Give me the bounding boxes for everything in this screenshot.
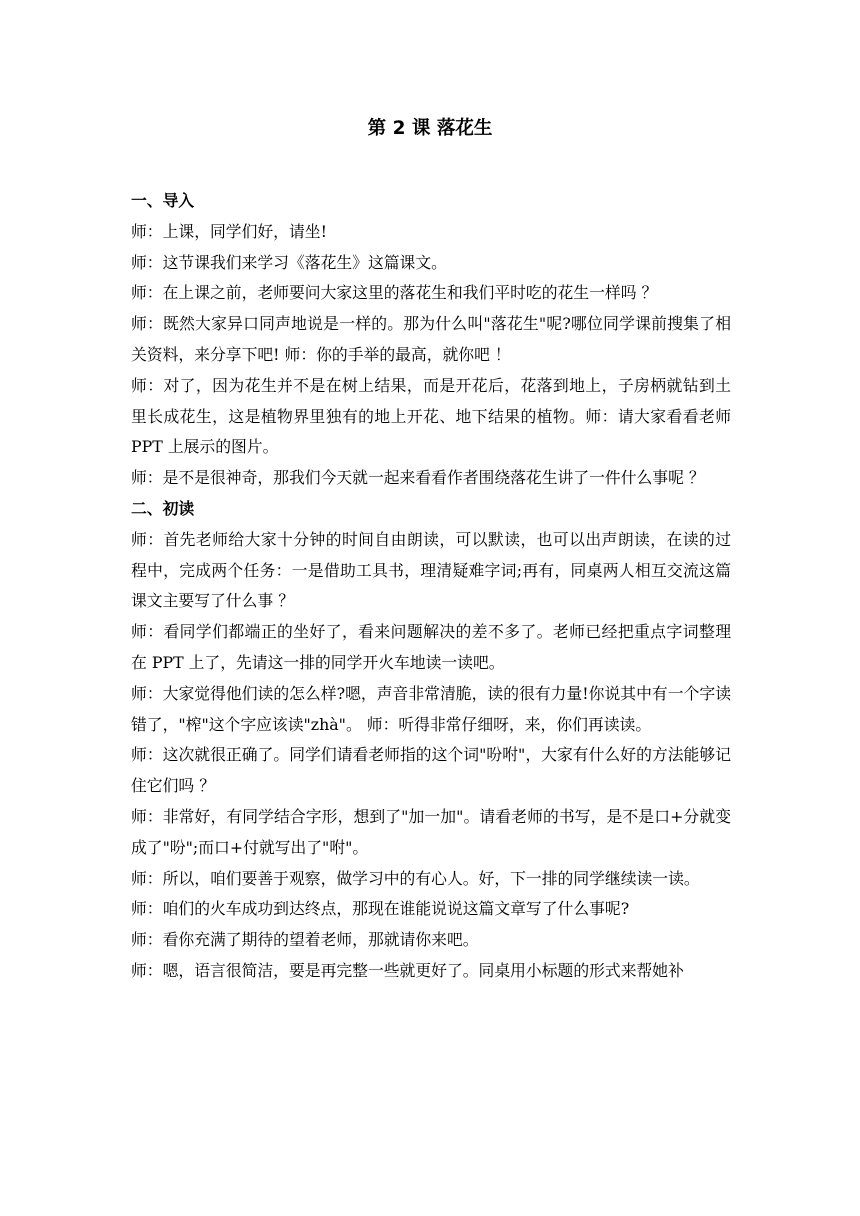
paragraph: 师：大家觉得他们读的怎么样?嗯，声音非常清脆，读的很有力量!你说其中有一个字读错了，"榨"这个字应该读"zhà"。 师：听得非常仔细呀，来，你们再读读。 <box>131 683 731 734</box>
paragraph: 师：嗯，语言很简洁，要是再完整一些就更好了。同桌用小标题的形式来帮她补 <box>131 960 684 980</box>
paragraph: 师：非常好，有同学结合字形，想到了"加一加"。请看老师的书写，是不是口+分就变成了"吩";而口+付就写出了"咐"。 <box>131 806 731 857</box>
paragraph: 师：这节课我们来学习《落花生》这篇课文。 <box>131 252 447 272</box>
paragraph: 师：在上课之前，老师要问大家这里的落花生和我们平时吃的花生一样吗 ？ <box>131 283 658 303</box>
paragraph: 师：上课，同学们好，请坐! <box>131 221 327 241</box>
paragraph: 师：咱们的火车成功到达终点，那现在谁能说说这篇文章写了什么事呢? <box>131 899 630 919</box>
paragraph: 师：看你充满了期待的望着老师，那就请你来吧。 <box>131 930 479 950</box>
paragraph: 师：是不是很神奇，那我们今天就一起来看看作者围绕落花生讲了一件什么事呢 ？ <box>131 468 705 488</box>
paragraph: 师：既然大家异口同声地说是一样的。那为什么叫"落花生"呢?哪位同学课前搜集了相关资料，来分享下吧! 师：你的手举的最高，就你吧 ！ <box>131 314 731 364</box>
section-heading-first-reading: 二、初读 <box>131 498 195 518</box>
document-body <box>131 186 731 987</box>
paragraph: 师：这次就很正确了。同学们请看老师指的这个词"吩咐"，大家有什么好的方法能够记住它们吗 ？ <box>131 745 731 796</box>
paragraph: 师：看同学们都端正的坐好了，看来问题解决的差不多了。老师已经把重点字词整理在 PPT 上了，先请这一排的同学开火车地读一读吧。 <box>131 622 731 672</box>
paragraph: 师：所以，咱们要善于观察，做学习中的有心人。好，下一排的同学继续读一读。 <box>131 868 700 888</box>
paragraph: 师：首先老师给大家十分钟的时间自由朗读，可以默读，也可以出声朗读，在读的过程中，完成两个任务：一是借助工具书，理清疑难字词;再有，同桌两人相互交流这篇课文主要写了什么事 ？ <box>131 529 731 611</box>
paragraph: 师：对了，因为花生并不是在树上结果，而是开花后，花落到地上，子房柄就钻到土里长成花生，这是植物界里独有的地上开花、地下结果的植物。师：请大家看看老师 PPT 上展示的图片。 <box>131 375 731 457</box>
page-title: 第 2 课 落花生 <box>367 118 493 139</box>
section-heading-intro: 一、导入 <box>131 191 195 210</box>
